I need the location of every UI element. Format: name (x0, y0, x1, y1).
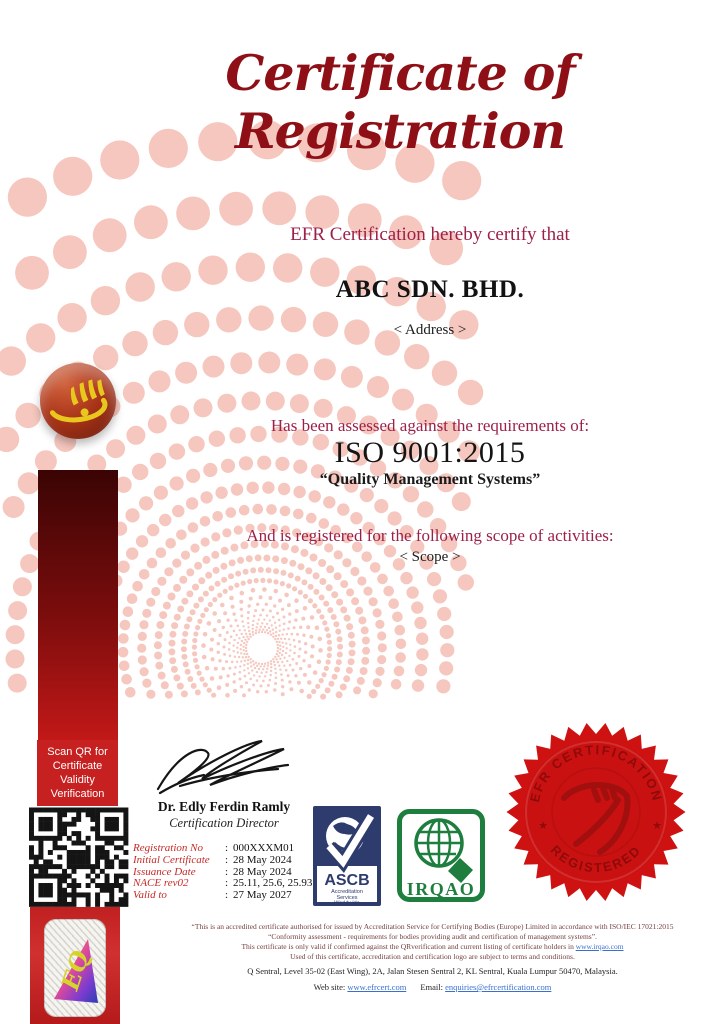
scan-qr-label: Scan QR for Certificate Validity Verification (37, 740, 118, 806)
disclaimer-line (140, 942, 725, 951)
table-row (133, 890, 312, 902)
website-link[interactable]: www.efrcert.com (347, 982, 407, 992)
colon: : (225, 865, 229, 878)
scope-placeholder: < Scope > (399, 549, 461, 565)
address-placeholder: < Address > (393, 322, 467, 338)
standard-title: “Quality Management Systems” (319, 471, 541, 488)
reg-label: Initial Certificate (133, 853, 210, 866)
irqao-link[interactable]: www.irqao.com (575, 942, 624, 951)
qr-code (23, 806, 135, 907)
contact-line (140, 982, 725, 992)
reg-label: Registration No (133, 842, 203, 854)
company-address: Q Sentral, Level 35-02 (East Wing), 2A, Jalan Stesen Sentral 2, KL Sentral, Kuala Lumpur 50470, Malaysia. (247, 966, 618, 976)
ascb-logo (313, 806, 381, 906)
colon: : (225, 877, 229, 890)
reg-label: Issuance Date (133, 865, 196, 878)
disclaimer-line3-text: This certificate is only valid if confirmed against the QRverification and current listing of certificate holders in (241, 942, 576, 951)
reg-value: 27 May 2027 (233, 889, 292, 902)
table-row (133, 855, 312, 867)
star-icon: ★ (652, 820, 662, 832)
disclaimer-line: Used of this certificate, accreditation and certification logo are subject to terms and conditions. (290, 952, 575, 961)
hologram-icon (44, 919, 106, 1017)
certify-line: EFR Certification hereby certify that (290, 224, 570, 245)
registration-table (133, 843, 312, 902)
reg-value: 000XXXM01 (233, 842, 295, 854)
ascb-name: ASCB (324, 872, 370, 889)
company-name: ABC SDN. BHD. (335, 276, 525, 303)
colon: : (225, 889, 229, 902)
disclaimer-line: “Conformity assessment - requirements for bodies providing audit and certification of management systems”. (268, 932, 597, 941)
globe-magnifier-icon (416, 820, 462, 866)
hologram-sticker (44, 919, 106, 1017)
scope-line: And is registered for the following scope of activities: (246, 526, 614, 545)
irqao-logo (397, 809, 485, 902)
email-link[interactable]: enquiries@efrcertification.com (445, 982, 552, 992)
hologram-text: EQ (55, 947, 95, 994)
email-label: Email: (420, 982, 446, 992)
qr-code-icon (23, 806, 135, 907)
reg-label: NACE rev02 (133, 877, 189, 890)
website-label: Web site: (313, 982, 348, 992)
seal-bottom-text: REGISTERED (547, 842, 645, 876)
signature-scribble (150, 731, 300, 799)
assessed-line: Has been assessed against the requirements of: (270, 416, 590, 435)
disclaimer-line: “This is an accredited certificate authorised for issued by Accreditation Service for Certifying Bodies (Europe) Limited in accordance with ISO/IEC 17021:2015 (191, 922, 674, 931)
registration-seal (506, 722, 686, 902)
ascb-tagline: Accreditation (331, 889, 363, 895)
left-red-bar (38, 470, 118, 740)
reg-label: Valid to (133, 889, 167, 902)
irqao-name: IRQAO (406, 879, 476, 899)
reg-value: 28 May 2024 (233, 853, 292, 866)
reg-value: 28 May 2024 (233, 865, 292, 878)
standard-name: ISO 9001:2015 (334, 436, 526, 469)
ascb-tagline: Worldwide (334, 900, 360, 906)
signatory-name: Dr. Edly Ferdin Ramly (157, 799, 291, 814)
ascb-tagline: Services (336, 895, 358, 901)
colon: : (225, 842, 229, 854)
reg-value: 25.11, 25.6, 25.93 (233, 877, 313, 890)
gold-swirl-icon (40, 363, 116, 439)
signatory-role: Certification Director (169, 816, 279, 830)
star-icon: ★ (538, 820, 548, 832)
certificate-title: Certificate of Registration (225, 44, 575, 160)
colon: : (225, 853, 229, 866)
efr-logo-orb (40, 363, 116, 439)
seal-top-text: EFR CERTIFICATION (526, 742, 666, 804)
